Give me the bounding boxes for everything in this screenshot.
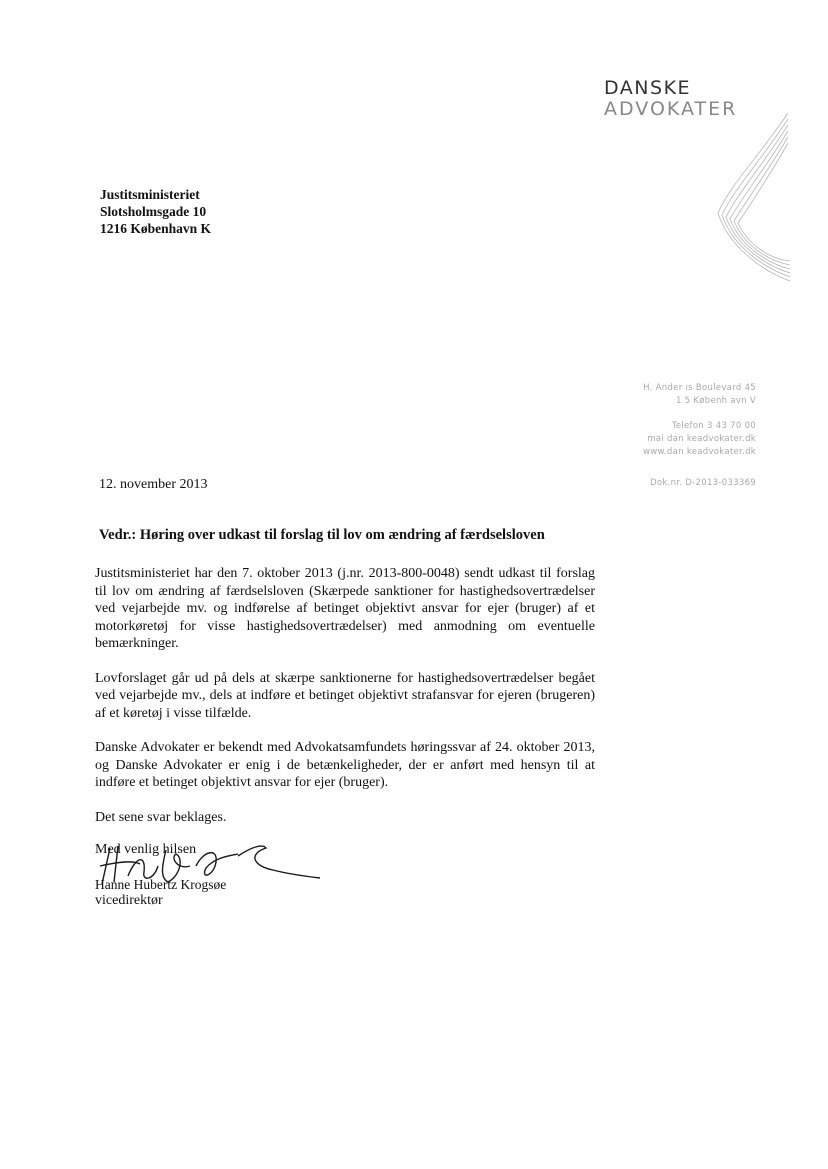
letter-body <box>95 565 595 843</box>
body-paragraph-3: Danske Advokater er bekendt med Advokatsamfundets høringssvar af 24. oktober 2013, og Danske Advokater er enig i de betænkeligheder, der er anført med hensyn til at indføre et betinget objektivt ansvar for ejer (bruger). <box>95 740 595 790</box>
signer-title: vicedirektør <box>95 893 163 908</box>
sender-address-line-2: 1 5 Københ avn V <box>675 396 756 406</box>
sender-email: mai dan keadvokater.dk <box>647 434 756 444</box>
recipient-name: Justitsministeriet <box>100 187 200 202</box>
recipient-street: Slotsholmsgade 10 <box>100 204 207 219</box>
closing-phrase: Med venlig hilsen <box>95 842 197 857</box>
letter-subject: Vedr.: Høring over udkast til forslag til lov om ændring af færdselsloven <box>99 527 545 543</box>
sender-contact-block <box>643 382 756 490</box>
sender-address-line-1: H. Ander ıs Boulevard 45 <box>643 383 756 393</box>
body-paragraph-1: Justitsministeriet har den 7. oktober 2013 (j.nr. 2013-800-0048) sendt udkast til forslag til lov om ændring af færdselsloven (Skærpede sanktioner for hastighedsovertrædelser ved vejarbejde mv. og indførelse af betinget objektivt ansvar for ejer (bruger) af et motorkøretøj for visse hastighedsovertrædelser) med anmodning om eventuelle bemærkninger. <box>95 566 595 651</box>
recipient-address <box>100 186 211 237</box>
logo-line-1: DANSKE <box>604 77 692 99</box>
recipient-city: 1216 København K <box>100 221 212 236</box>
sender-website: www.dan keadvokater.dk <box>642 447 756 457</box>
signer-name: Hanne Hubertz Krogsøe <box>95 877 227 892</box>
logo-swoosh-graphic <box>700 95 792 285</box>
sender-phone: Telefon 3 43 70 00 <box>671 421 756 431</box>
document-number: Dok.nr. D-2013-033369 <box>650 478 756 488</box>
body-paragraph-4: Det sene svar beklages. <box>95 809 227 825</box>
logo-line-2: ADVOKATER <box>604 98 738 120</box>
body-paragraph-2: Lovforslaget går ud på dels at skærpe sanktionerne for hastighedsovertrædelser begået ved vejarbejde mv., dels at indføre et betinget objektivt strafansvar for ejeren (brugeren) af et køretøj i visse tilfælde. <box>95 670 595 721</box>
letter-date: 12. november 2013 <box>99 477 208 492</box>
